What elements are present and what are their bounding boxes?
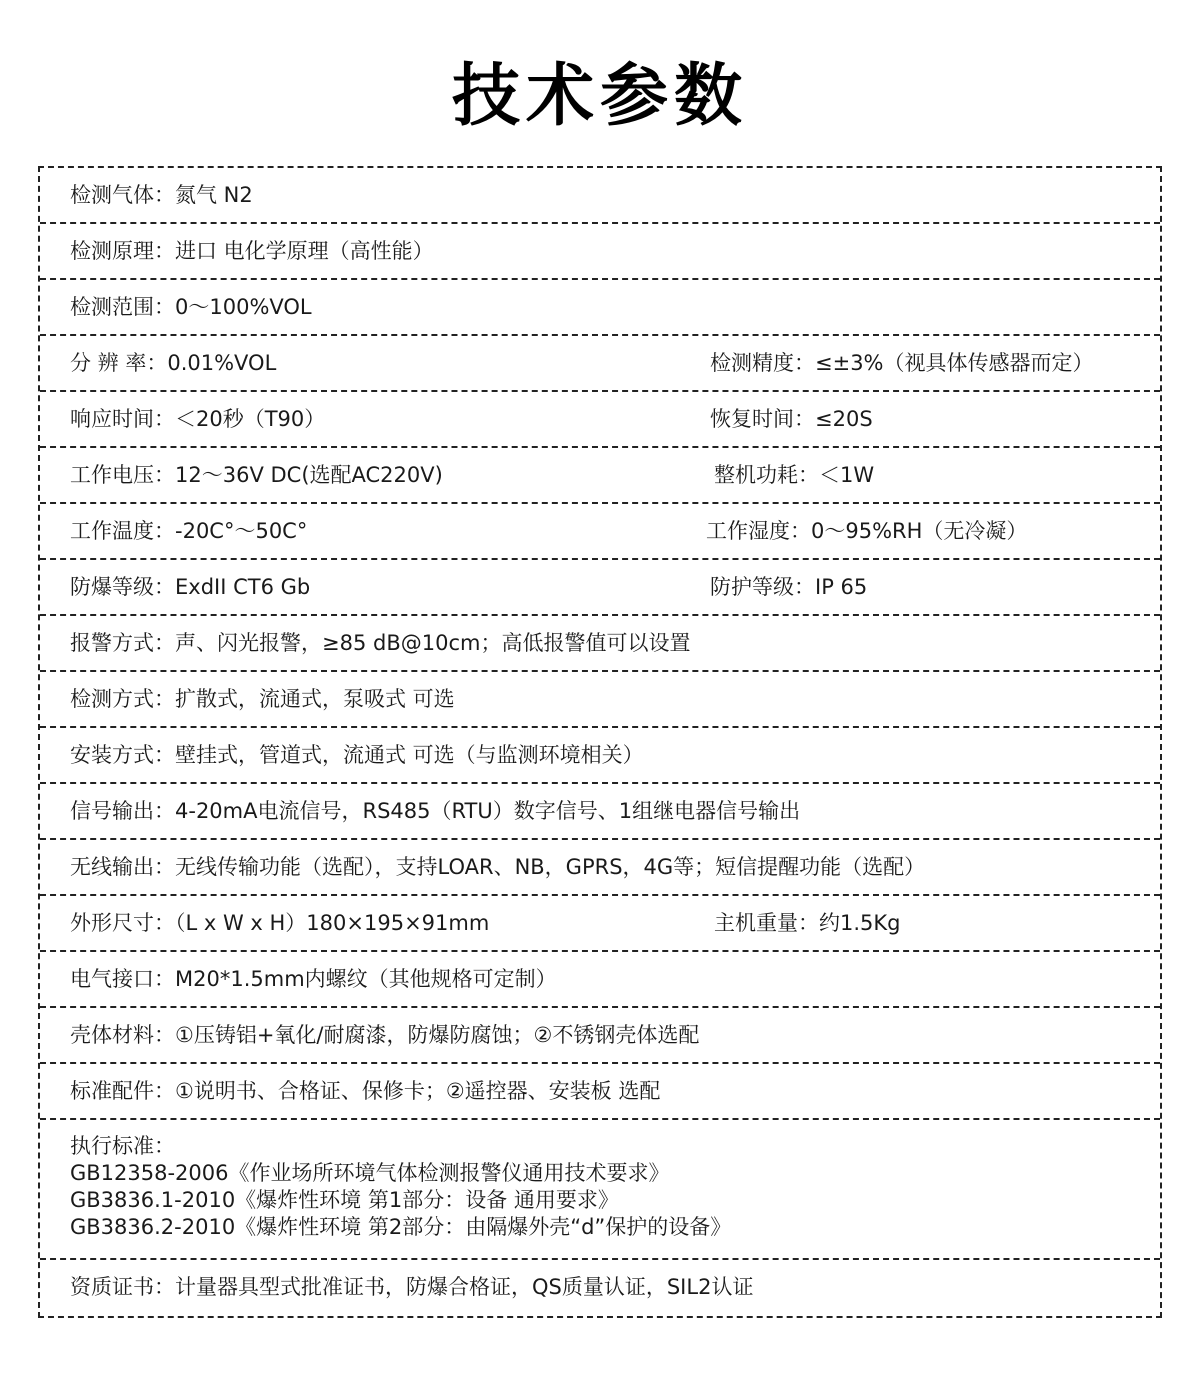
spec-row-alarm [40, 616, 1160, 672]
spec-weight: 主机重量：约1.5Kg [714, 911, 901, 935]
spec-accuracy: 检测精度：≤±3%（视具体传感器而定） [710, 351, 1094, 375]
spec-wireless: 无线输出：无线传输功能（选配），支持LOAR、NB，GPRS，4G等；短信提醒功能（选配） [70, 855, 926, 879]
spec-row-housing [40, 1008, 1160, 1064]
spec-voltage: 工作电压：12～36V DC(选配AC220V) [70, 463, 443, 487]
spec-housing: 壳体材料：①压铸铝+氧化/耐腐漆，防爆防腐蚀；②不锈钢壳体选配 [70, 1023, 700, 1047]
spec-accessories: 标准配件：①说明书、合格证、保修卡；②遥控器、安装板 选配 [70, 1079, 661, 1103]
spec-row-wireless [40, 840, 1160, 896]
spec-humidity: 工作湿度：0～95%RH（无冷凝） [706, 519, 1028, 543]
spec-row-gas [40, 168, 1160, 224]
standards-label: 执行标准： [70, 1134, 175, 1158]
spec-gas: 检测气体：氮气 N2 [70, 183, 253, 207]
spec-row-standards [40, 1120, 1160, 1260]
page-title: 技术参数 [451, 57, 748, 136]
spec-explosion-grade: 防爆等级：ExdII CT6 Gb [70, 575, 311, 599]
spec-table [38, 166, 1162, 1318]
spec-range: 检测范围：0～100%VOL [70, 295, 312, 319]
spec-row-signal [40, 784, 1160, 840]
spec-row-dimensions-weight [40, 896, 1160, 952]
spec-row-temperature-humidity [40, 504, 1160, 560]
spec-protection-grade: 防护等级：IP 65 [710, 575, 868, 599]
spec-row-certificates [40, 1260, 1160, 1316]
spec-dimensions: 外形尺寸：（L x W x H）180×195×91mm [70, 911, 490, 935]
spec-row-installation [40, 728, 1160, 784]
spec-row-explosion-protection [40, 560, 1160, 616]
spec-detection-mode: 检测方式：扩散式，流通式，泵吸式 可选 [70, 687, 455, 711]
spec-certificates: 资质证书：计量器具型式批准证书，防爆合格证，QS质量认证，SIL2认证 [70, 1275, 754, 1299]
spec-row-voltage-power [40, 448, 1160, 504]
spec-row-resolution-accuracy [40, 336, 1160, 392]
spec-row-range [40, 280, 1160, 336]
spec-principle: 检测原理：进口 电化学原理（高性能） [70, 239, 434, 263]
standard-item: GB12358-2006《作业场所环境气体检测报警仪通用技术要求》 [70, 1161, 670, 1185]
spec-row-response-recovery [40, 392, 1160, 448]
spec-signal: 信号输出：4-20mA电流信号，RS485（RTU）数字信号、1组继电器信号输出 [70, 799, 801, 823]
standard-item: GB3836.2-2010《爆炸性环境 第2部分：由隔爆外壳“d”保护的设备》 [70, 1215, 732, 1239]
spec-interface: 电气接口：M20*1.5mm内螺纹（其他规格可定制） [70, 967, 557, 991]
spec-power: 整机功耗：＜1W [714, 463, 875, 487]
spec-recovery: 恢复时间：≤20S [710, 407, 873, 431]
spec-alarm: 报警方式：声、闪光报警，≥85 dB@10cm；高低报警值可以设置 [70, 631, 691, 655]
spec-row-detection-mode [40, 672, 1160, 728]
spec-standards [40, 1133, 1160, 1241]
spec-row-accessories [40, 1064, 1160, 1120]
spec-installation: 安装方式：壁挂式，管道式，流通式 可选（与监测环境相关） [70, 743, 644, 767]
spec-resolution: 分 辨 率：0.01%VOL [70, 351, 277, 375]
spec-response: 响应时间：＜20秒（T90） [70, 407, 326, 431]
spec-row-interface [40, 952, 1160, 1008]
spec-temperature: 工作温度：-20C°～50C° [70, 519, 308, 543]
spec-row-principle [40, 224, 1160, 280]
standard-item: GB3836.1-2010《爆炸性环境 第1部分：设备 通用要求》 [70, 1188, 619, 1212]
